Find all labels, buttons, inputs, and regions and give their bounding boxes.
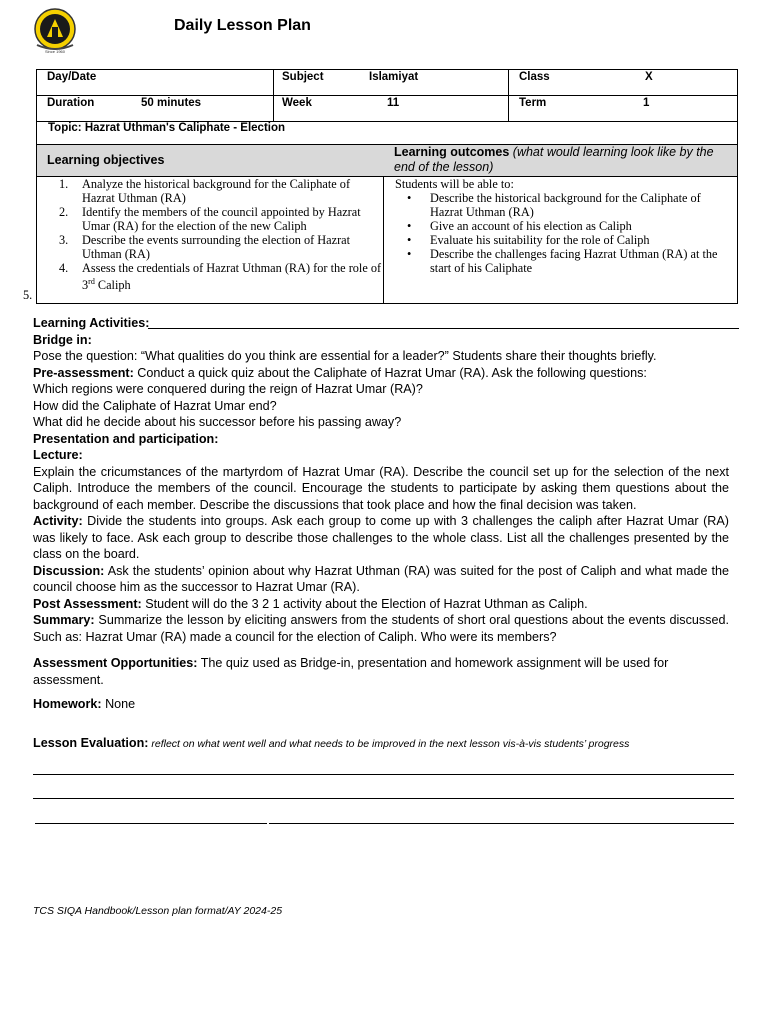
outcomes-heading: [383, 145, 737, 177]
info-row-2: [36, 95, 738, 122]
outcomes-heading-text: Learning outcomes: [394, 145, 510, 159]
evaluation-line-3a: [35, 823, 267, 824]
logo-text: Since 1960: [44, 49, 66, 54]
outcomes-block: [395, 177, 731, 275]
list-item: • Evaluate his suitability for the role of Caliph: [395, 233, 731, 247]
objectives-heading-text: Learning objectives: [47, 153, 165, 167]
week-cell: [272, 96, 509, 121]
class-label: Class: [519, 71, 550, 83]
evaluation-line-2: [33, 798, 734, 799]
list-item: 3. Describe the events surrounding the election of Hazrat Uthman (RA): [59, 233, 351, 261]
info-row-1: [36, 69, 738, 96]
assessment-text: The quiz used as Bridge-in, presentation and homework assignment will be used for assessment.: [33, 656, 669, 687]
outcomes-intro: Students will be able to:: [395, 177, 514, 191]
duration-label: Duration: [47, 97, 95, 109]
page-title: Daily Lesson Plan: [174, 17, 311, 34]
bridge-text: Pose the question: “What qualities do you think are essential for a leader?” Students share their thoughts briefly.: [33, 349, 657, 363]
assessment-label: Assessment Opportunities:: [33, 656, 198, 670]
outcomes-heading-note: (what would learning look like by the end of the lesson): [394, 145, 714, 174]
homework-section: [33, 696, 729, 713]
week-value: 11: [387, 97, 400, 109]
list-item: • Give an account of his election as Caliph: [395, 219, 731, 233]
day-date-label: Day/Date: [47, 71, 97, 83]
subject-cell: [272, 70, 509, 96]
assessment-section: [33, 655, 729, 688]
topic-row: [36, 121, 738, 145]
subject-label: Subject: [282, 71, 324, 83]
lecture-label: Lecture:: [33, 448, 83, 462]
day-date-cell: [37, 70, 274, 96]
question-1: Which regions were conquered during the reign of Hazrat Umar (RA)?: [33, 382, 423, 396]
duration-value: 50 minutes: [141, 97, 202, 109]
activity-label: Activity:: [33, 514, 83, 528]
term-value: 1: [643, 97, 650, 109]
objectives-list: [57, 177, 383, 292]
pre-assessment-label: Pre-assessment:: [33, 365, 134, 380]
list-item: • Describe the challenges facing Hazrat Uthman (RA) at the start of his Caliphate: [395, 247, 731, 275]
class-value: X: [645, 71, 653, 83]
class-cell: [507, 70, 737, 96]
discussion-label: Discussion:: [33, 563, 105, 578]
pre-assessment-text: Conduct a quick quiz about the Caliphate of Hazrat Umar (RA). Ask the following questions:: [133, 365, 647, 380]
activities-section: [33, 315, 729, 645]
lecture-text: Explain the cricumstances of the martyrdom of Hazrat Umar (RA). Describe the council set up for the selection of the next Caliph. Introduce the members of the council. Encourage the students to participate by asking them questions about the background of each member. Describe the discussions that took place and how the final decision was taken.: [33, 464, 729, 512]
topic-text: Topic: Hazrat Uthman's Caliphate - Election: [48, 122, 286, 134]
outcomes-list: [395, 191, 731, 275]
homework-label: Homework:: [33, 697, 102, 711]
term-label: Term: [519, 97, 547, 109]
evaluation-line-1: [33, 774, 734, 775]
question-2: How did the Caliphate of Hazrat Umar end?: [33, 398, 277, 413]
post-assessment-text: Student will do the 3 2 1 activity about the Election of Hazrat Uthman as Caliph.: [141, 596, 588, 611]
summary-label: Summary:: [33, 613, 95, 627]
bridge-label: Bridge in:: [33, 332, 92, 347]
homework-text: None: [101, 697, 136, 711]
objectives-table: [36, 144, 738, 304]
evaluation-section: [33, 735, 729, 753]
evaluation-note: reflect on what went well and what needs to be improved in the next lesson vis-à-vis students’ progress: [148, 738, 630, 750]
school-crest-icon: [31, 7, 79, 55]
activity-text: Divide the students into groups. Ask each group to come up with 3 challenges the caliph after Hazrat Umar (RA) was likely to face. Ask each group to describe those challenges to the whole class. List all the challenges presented by the class on the board.: [33, 514, 729, 561]
summary-text: Summarize the lesson by eliciting answers from the students of short oral questions about the events discussed. Such as: Hazrat Umar (RA) made a council for the election of Caliph. Who were its members?: [33, 613, 729, 644]
term-cell: [507, 96, 737, 121]
post-assessment-label: Post Assessment:: [33, 596, 142, 611]
stray-list-number: 5.: [23, 288, 33, 302]
discussion-text: Ask the students’ opinion about why Hazrat Uthman (RA) was suited for the post of Caliph and what made the council choose him as the successor to Hazrat Umar (RA).: [33, 563, 729, 594]
list-item: 4. Assess the credentials of Hazrat Uthman (RA) for the role of 3rd Caliph: [59, 261, 382, 293]
subject-value: Islamiyat: [369, 71, 419, 83]
duration-cell: [37, 96, 274, 121]
list-item: 1. Analyze the historical background for the Caliphate of Hazrat Uthman (RA): [59, 177, 351, 205]
list-item: 2. Identify the members of the council appointed by Hazrat Umar (RA) for the election of the new Caliph: [59, 205, 361, 233]
footer-text: TCS SIQA Handbook/Lesson plan format/AY 2024-25: [33, 905, 283, 917]
objectives-heading: [37, 145, 384, 177]
list-item: • Describe the historical background for the Caliphate of Hazrat Uthman (RA): [395, 191, 731, 219]
evaluation-label: Lesson Evaluation:: [33, 736, 149, 750]
activities-heading: Learning Activities:: [33, 316, 150, 330]
presentation-label: Presentation and participation:: [33, 431, 219, 446]
evaluation-line-3b: [269, 823, 734, 824]
question-3: What did he decide about his successor before his passing away?: [33, 415, 402, 429]
week-label: Week: [282, 97, 312, 109]
